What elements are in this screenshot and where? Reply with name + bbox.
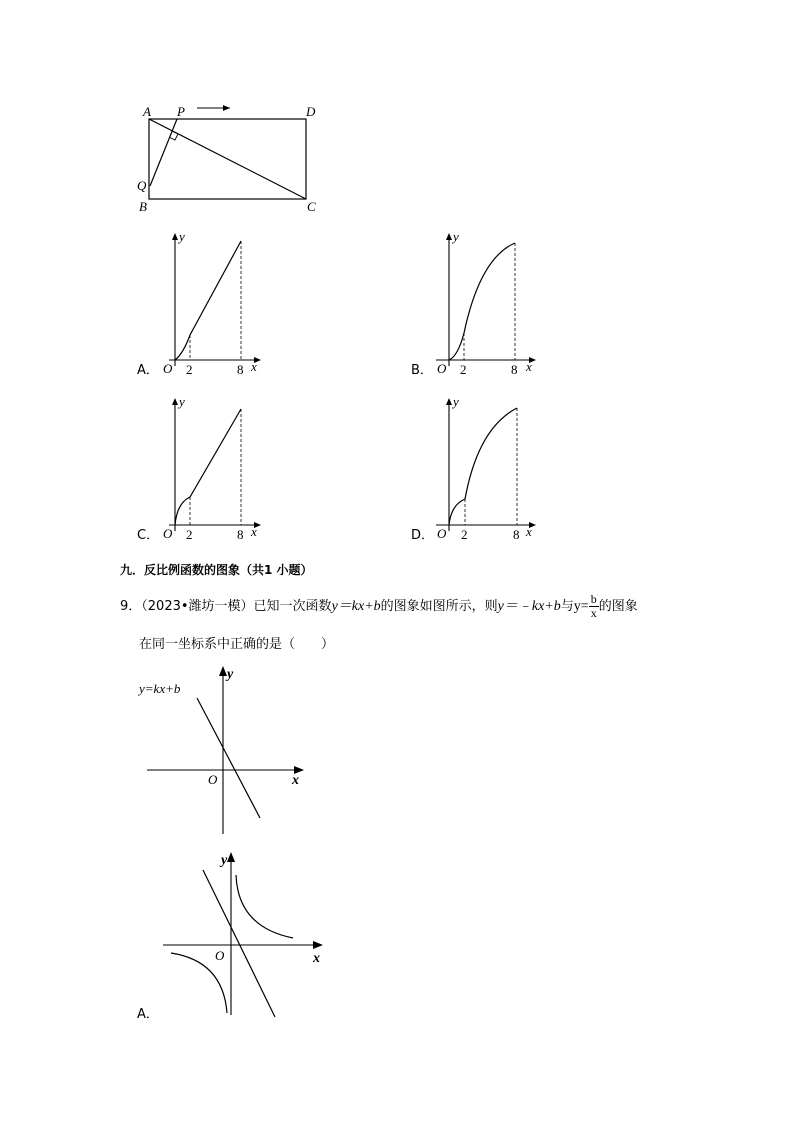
label-b: B xyxy=(139,199,147,214)
fraction-numerator: b xyxy=(590,592,597,606)
option-d-graph xyxy=(408,393,558,543)
option-c-graph xyxy=(133,393,283,543)
question-number: 9． xyxy=(120,599,142,614)
section-heading: 九．反比例函数的图象（共1 小题） xyxy=(120,563,313,577)
origin-label: O xyxy=(163,361,173,376)
function-3-prefix: y= xyxy=(573,599,589,614)
label-p: P xyxy=(177,104,185,119)
question-text-d: 的图象 xyxy=(598,599,638,614)
y-axis-arrow xyxy=(172,398,178,405)
segment-pq xyxy=(150,119,177,186)
fraction-denominator: x xyxy=(590,606,597,620)
y-label: y xyxy=(227,667,234,682)
graph-curve xyxy=(175,409,241,525)
y-axis-arrow xyxy=(446,233,452,240)
question-9-line-2: 在同一坐标系中正确的是（ ） xyxy=(139,637,335,652)
tick-2: 2 xyxy=(460,362,467,377)
function-1: y＝kx+b xyxy=(331,599,381,614)
fraction-b-over-x xyxy=(589,593,599,620)
tick-2: 2 xyxy=(461,527,468,542)
tick-8: 8 xyxy=(513,527,520,542)
y-axis-arrow xyxy=(219,666,227,676)
origin-label: O xyxy=(437,526,447,541)
graph-curve xyxy=(449,243,515,360)
question-text-c: 与 xyxy=(560,599,574,614)
tick-2: 2 xyxy=(186,527,193,542)
y-label: y xyxy=(453,394,459,409)
y-label: y xyxy=(221,853,228,868)
option-label: D． xyxy=(411,528,435,543)
y-axis-arrow xyxy=(227,852,235,862)
option-label: C． xyxy=(137,528,160,543)
label-c: C xyxy=(307,199,316,214)
y-label: y xyxy=(179,229,185,244)
q9-option-a-graph xyxy=(135,845,335,1030)
tick-8: 8 xyxy=(237,362,244,377)
origin-label: O xyxy=(215,948,225,963)
question-9-line-1 xyxy=(120,593,638,620)
option-label: A． xyxy=(137,1007,159,1022)
tick-8: 8 xyxy=(511,362,518,377)
x-label: x xyxy=(251,524,257,539)
option-a-graph xyxy=(133,228,283,378)
origin-label: O xyxy=(208,772,218,787)
y-axis-arrow xyxy=(446,398,452,405)
x-label: x xyxy=(292,773,299,788)
option-b-graph xyxy=(408,228,558,378)
graph-curve xyxy=(175,241,241,360)
label-a: A xyxy=(143,104,151,119)
graph-curve xyxy=(449,408,517,525)
label-q: Q xyxy=(137,178,147,193)
y-label: y xyxy=(179,394,185,409)
x-label: x xyxy=(313,951,320,966)
label-d: D xyxy=(306,104,316,119)
x-label: x xyxy=(251,359,257,374)
x-axis-arrow xyxy=(313,941,323,949)
y-label: y xyxy=(453,229,459,244)
y-axis-arrow xyxy=(172,233,178,240)
x-label: x xyxy=(526,359,532,374)
line-neg-kx-b xyxy=(203,870,275,1017)
line-y-kx-b xyxy=(197,698,260,818)
given-linear-graph xyxy=(135,660,315,840)
option-label: A． xyxy=(137,363,159,378)
origin-label: O xyxy=(437,361,447,376)
option-label: B． xyxy=(411,363,433,378)
question-text-a: 已知一次函数 xyxy=(253,599,332,614)
question-source: （2023•潍坊一模） xyxy=(141,599,254,614)
x-label: x xyxy=(526,524,532,539)
motion-arrow-head xyxy=(223,105,230,111)
function-2: y＝﹣kx+b xyxy=(497,599,561,614)
origin-label: O xyxy=(163,526,173,541)
line-label: y=kx+b xyxy=(139,681,181,696)
hyperbola-branch-1 xyxy=(236,875,293,938)
question-text-b: 的图象如图所示，则 xyxy=(380,599,498,614)
tick-2: 2 xyxy=(186,362,193,377)
rectangle-figure xyxy=(130,100,330,214)
tick-8: 8 xyxy=(237,527,244,542)
